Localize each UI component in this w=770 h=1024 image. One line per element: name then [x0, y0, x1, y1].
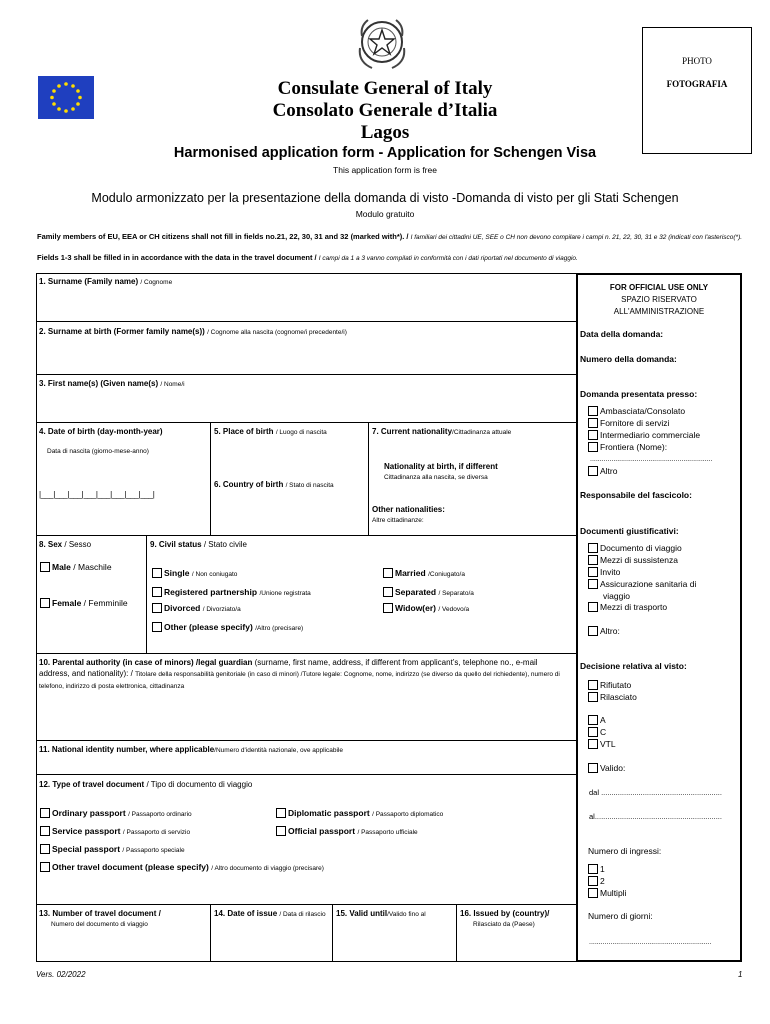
- nationality-at-birth-label-it: Cittadinanza alla nascita, se diversa: [384, 474, 488, 481]
- valido-label: Valido:: [600, 763, 626, 773]
- documenti-giustificativi: Documenti giustificativi:: [580, 526, 679, 536]
- fields-note-bold: Fields 1-3 shall be filled in in accordance with the data in the travel document /: [37, 253, 317, 262]
- doc-altro-label: Altro:: [600, 626, 620, 636]
- doc-trasporto[interactable]: [588, 602, 667, 613]
- separated-label: Separated: [395, 587, 437, 597]
- service-label: Service passport: [52, 826, 121, 836]
- registered-label: Registered partnership: [164, 587, 258, 597]
- divorced-label: Divorced: [164, 603, 201, 613]
- frontiera-checkbox[interactable]: [588, 442, 598, 452]
- female-label: Female: [52, 598, 82, 608]
- field-1-label-it: / Cognome: [140, 279, 173, 286]
- diplomatic-label: Diplomatic passport: [288, 808, 370, 818]
- registered-checkbox[interactable]: [152, 587, 162, 597]
- ingressi-multipli-checkbox[interactable]: [588, 888, 598, 898]
- ingressi-1-label: 1: [600, 864, 605, 874]
- other-status-checkbox[interactable]: [152, 622, 162, 632]
- data-domanda: Data della domanda:: [580, 329, 664, 339]
- valido-checkbox[interactable]: [588, 763, 598, 773]
- official-label-it: / Passaporto ufficiale: [357, 829, 418, 836]
- decisione-visto: Decisione relativa al visto:: [580, 661, 687, 671]
- doc-invito-label: Invito: [600, 567, 621, 577]
- doc-assicurazione-label: Assicurazione sanitaria di: [600, 579, 697, 589]
- divorced-checkbox[interactable]: [152, 603, 162, 613]
- doc-sussistenza-label: Mezzi di sussistenza: [600, 555, 678, 565]
- doc-viaggio[interactable]: [588, 543, 682, 554]
- presso-intermediario[interactable]: [588, 430, 700, 441]
- female-checkbox[interactable]: [40, 598, 50, 608]
- option-official-passport[interactable]: [276, 826, 418, 836]
- option-male[interactable]: [40, 562, 112, 572]
- field-14-date-of-issue[interactable]: [214, 908, 328, 920]
- field-6-label: 6. Country of birth: [214, 480, 284, 489]
- field-3-label: 3. First name(s) (Given name(s): [39, 379, 159, 388]
- other-doc-label: Other travel document (please specify): [52, 862, 209, 872]
- official-checkbox[interactable]: [276, 826, 286, 836]
- tipo-a-checkbox[interactable]: [588, 715, 598, 725]
- male-label: Male: [52, 562, 71, 572]
- family-note: [37, 231, 747, 243]
- photo-label: PHOTO: [682, 56, 712, 66]
- page-number: 1: [738, 970, 743, 979]
- field-12-label: 12. Type of travel document: [39, 780, 145, 789]
- eu-flag: [38, 76, 94, 119]
- photo-box[interactable]: [642, 27, 752, 154]
- doc-altro[interactable]: [588, 626, 620, 637]
- doc-sussistenza-checkbox[interactable]: [588, 555, 598, 565]
- ordinary-label-it: / Passaporto ordinario: [128, 811, 192, 818]
- altro-label: Altro: [600, 466, 618, 476]
- widow-label-it: / Vedovo/a: [438, 606, 470, 613]
- field-4-label: 4. Date of birth (day-month-year): [39, 427, 163, 436]
- field-3-label-it: / Nome/i: [160, 381, 185, 388]
- field-13-label[interactable]: 13. Number of travel document /: [39, 909, 161, 918]
- rifiutato-label: Rifiutato: [600, 680, 632, 690]
- italy-emblem: [354, 14, 410, 72]
- field-4-label-it: Data di nascita (giorno-mese-anno): [47, 448, 149, 455]
- field-12-travel-doc-type: [39, 779, 252, 790]
- giorni-dots: ...............................................................: [589, 939, 712, 946]
- option-separated[interactable]: [383, 587, 474, 597]
- other-doc-label-it: / Altro documento di viaggio (precisare): [211, 865, 324, 872]
- field-8-label: 8. Sex: [39, 540, 63, 549]
- form-title: Harmonised application form - Application for Schengen Visa: [173, 145, 597, 161]
- option-other-status[interactable]: [152, 622, 303, 632]
- tipo-c[interactable]: [588, 727, 606, 738]
- male-checkbox[interactable]: [40, 562, 50, 572]
- widow-checkbox[interactable]: [383, 603, 393, 613]
- field-1-surname[interactable]: [39, 276, 172, 288]
- consulate-title-it: Consolato Generale d’Italia: [272, 100, 498, 121]
- ordinary-label: Ordinary passport: [52, 808, 126, 818]
- fields-note-it: I campi da 1 a 3 vanno compilati in conformità con i dati riportati nel documento di viaggio.: [318, 255, 578, 262]
- field-7-label: 7. Current nationality: [372, 427, 453, 436]
- nationality-at-birth-label: Nationality at birth, if different: [384, 462, 498, 471]
- divorced-label-it: / Divorziato/a: [202, 606, 241, 613]
- eu-flag-icon: [38, 76, 94, 119]
- form-left-frame: [36, 273, 577, 962]
- ingressi-multipli-label: Multipli: [600, 888, 627, 898]
- field-2-label: 2. Surname at birth (Former family name(s)): [39, 327, 205, 336]
- other-nationalities-label[interactable]: Other nationalities:: [372, 505, 445, 514]
- family-note-bold: Family members of EU, EEA or CH citizens shall not fill in fields no.21, 22, 30, 31 and 32 (marked with*). /: [37, 232, 409, 241]
- tipo-vtl-checkbox[interactable]: [588, 739, 598, 749]
- tipo-a-label: A: [600, 715, 606, 725]
- field-5-place-of-birth[interactable]: [214, 426, 364, 438]
- presso-ambasciata[interactable]: [588, 406, 685, 417]
- intermediario-checkbox[interactable]: [588, 430, 598, 440]
- numero-giorni: Numero di giorni:: [588, 911, 653, 921]
- doc-invito-checkbox[interactable]: [588, 567, 598, 577]
- rilasciato-checkbox[interactable]: [588, 692, 598, 702]
- valido-dal: dal ..........................................................: [589, 788, 722, 797]
- field-5-label-it: / Luogo di nascita: [275, 429, 327, 436]
- fields-note: [37, 253, 757, 262]
- family-note-it: I familiari dei cittadini UE, SEE o CH non devono compilare i campi n. 21, 22, 30, 31 e 32 (indicati con l'asterisco(*).: [410, 234, 743, 241]
- field-10-label-it: Titolare della responsabilità genitoriale (in caso di minori) /Tutore legale: Cognome, nome, indirizzo (se diverso da quello del richiedente), numero di telefono, indirizzo di posta elettronica, cittadinanza: [39, 671, 560, 690]
- tipo-c-label: C: [600, 727, 607, 737]
- male-label-it: / Maschile: [73, 562, 112, 572]
- field-9-label: 9. Civil status: [150, 540, 202, 549]
- presso-altro[interactable]: [588, 466, 617, 477]
- official-use-frame: [576, 273, 742, 962]
- field-7-current-nationality[interactable]: [372, 426, 511, 438]
- official-label: Official passport: [288, 826, 356, 836]
- option-single[interactable]: [152, 568, 237, 578]
- consulate-city: Lagos: [360, 122, 410, 143]
- option-divorced[interactable]: [152, 603, 241, 613]
- other-status-label: Other (please specify): [164, 622, 253, 632]
- separated-checkbox[interactable]: [383, 587, 393, 597]
- doc-assicurazione-checkbox[interactable]: [588, 579, 598, 589]
- registered-label-it: /Unione registrata: [259, 590, 311, 597]
- field-6-country-of-birth[interactable]: [214, 479, 366, 491]
- field-11-label-it: /Numero d'identità nazionale, ove applicabile: [214, 747, 343, 754]
- ordinary-checkbox[interactable]: [40, 808, 50, 818]
- field-7-label-it: /Cittadinanza attuale: [452, 429, 512, 436]
- presso-fornitore[interactable]: [588, 418, 669, 429]
- married-label: Married: [395, 568, 426, 578]
- field-5-label: 5. Place of birth: [214, 427, 274, 436]
- field-4-date-input[interactable]: |___|___|___|___|___|___|___|___|: [39, 490, 155, 499]
- ingressi-2-checkbox[interactable]: [588, 876, 598, 886]
- option-female[interactable]: [40, 598, 128, 608]
- official-title: FOR OFFICIAL USE ONLY: [609, 283, 709, 292]
- official-title-it1: SPAZIO RISERVATO: [621, 295, 697, 304]
- option-service-passport[interactable]: [40, 826, 190, 836]
- responsabile-fascicolo: Responsabile del fascicolo:: [580, 490, 692, 500]
- special-checkbox[interactable]: [40, 844, 50, 854]
- numero-ingressi: Numero di ingressi:: [588, 846, 662, 856]
- field-15-label-it: /Valido fino al: [387, 911, 426, 918]
- rilasciato-label: Rilasciato: [600, 692, 637, 702]
- frontiera-dots: ...............................................................: [590, 456, 713, 463]
- married-label-it: /Coniugato/a: [428, 571, 465, 578]
- other-nationalities-label-it: Altre cittadinanze:: [372, 517, 424, 524]
- free-en: This application form is free: [333, 165, 437, 175]
- version-label: Vers. 02/2022: [36, 970, 86, 979]
- frontiera-label: Frontiera (Nome):: [600, 442, 668, 452]
- field-12-label-it: / Tipo di documento di viaggio: [146, 780, 253, 789]
- field-15-label: 15. Valid until: [336, 909, 388, 918]
- photo-label-it: FOTOGRAFIA: [666, 79, 728, 89]
- doc-altro-checkbox[interactable]: [588, 626, 598, 636]
- tipo-vtl-label: VTL: [600, 739, 616, 749]
- field-6-label-it: / Stato di nascita: [285, 482, 334, 489]
- service-checkbox[interactable]: [40, 826, 50, 836]
- doc-invito[interactable]: [588, 567, 620, 578]
- field-14-label-it: / Data di rilascio: [279, 911, 326, 918]
- field-8-label-it: / Sesso: [64, 540, 92, 549]
- ingressi-1[interactable]: [588, 864, 605, 875]
- field-10-label-rest: (surname, first name, address, if different from applicant’s, telephone no., e-mail address, and nationality): /: [39, 658, 538, 678]
- option-widow[interactable]: [383, 603, 469, 613]
- ingressi-multipli[interactable]: [588, 888, 626, 899]
- separated-label-it: / Separato/a: [438, 590, 474, 597]
- official-title-it2: ALL'AMMINISTRAZIONE: [613, 307, 705, 316]
- service-label-it: / Passaporto di servizio: [122, 829, 191, 836]
- diplomatic-label-it: / Passaporto diplomatico: [372, 811, 444, 818]
- diplomatic-checkbox[interactable]: [276, 808, 286, 818]
- doc-assicurazione-cont: viaggio: [603, 591, 630, 601]
- option-ordinary-passport[interactable]: [40, 808, 192, 818]
- field-13-label-it: Numero del documento di viaggio: [51, 921, 148, 928]
- single-checkbox[interactable]: [152, 568, 162, 578]
- option-special-passport[interactable]: [40, 844, 185, 854]
- doc-viaggio-label: Documento di viaggio: [600, 543, 682, 553]
- field-9-civil-status: [150, 539, 247, 550]
- field-15-valid-until[interactable]: [336, 908, 426, 920]
- ingressi-2[interactable]: [588, 876, 605, 887]
- option-registered-partnership[interactable]: [152, 587, 311, 597]
- special-label-it: / Passaporto speciale: [122, 847, 185, 854]
- intermediario-label: Intermediario commerciale: [600, 430, 701, 440]
- other-status-label-it: /Altro (precisare): [255, 625, 304, 632]
- option-diplomatic-passport[interactable]: [276, 808, 443, 818]
- ambasciata-label: Ambasciata/Consolato: [600, 406, 686, 416]
- tipo-a[interactable]: [588, 715, 606, 726]
- other-doc-checkbox[interactable]: [40, 862, 50, 872]
- emblem-icon: [354, 14, 410, 72]
- valido[interactable]: [588, 763, 625, 774]
- field-10-parental-authority[interactable]: [39, 657, 569, 692]
- female-label-it: / Femminile: [83, 598, 128, 608]
- doc-viaggio-checkbox[interactable]: [588, 543, 598, 553]
- field-8-sex: [39, 539, 91, 550]
- single-label: Single: [164, 568, 190, 578]
- field-11-national-id[interactable]: [39, 744, 343, 756]
- altro-checkbox[interactable]: [588, 466, 598, 476]
- field-11-label: 11. National identity number, where applicable: [39, 745, 215, 754]
- field-3-first-name[interactable]: [39, 378, 185, 390]
- ambasciata-checkbox[interactable]: [588, 406, 598, 416]
- special-label: Special passport: [52, 844, 121, 854]
- doc-sussistenza[interactable]: [588, 555, 678, 566]
- option-married[interactable]: [383, 568, 465, 578]
- field-16-label-it: Rilasciato da (Paese): [473, 921, 535, 928]
- numero-domanda: Numero della domanda:: [580, 354, 677, 364]
- rifiutato-checkbox[interactable]: [588, 680, 598, 690]
- doc-assicurazione[interactable]: [588, 579, 696, 590]
- field-16-label[interactable]: 16. Issued by (country)/: [460, 909, 550, 918]
- field-10-label: 10. Parental authority (in case of minors) /legal guardian: [39, 658, 253, 667]
- tipo-c-checkbox[interactable]: [588, 727, 598, 737]
- doc-trasporto-checkbox[interactable]: [588, 602, 598, 612]
- tipo-vtl[interactable]: [588, 739, 616, 750]
- doc-trasporto-label: Mezzi di trasporto: [600, 602, 668, 612]
- presso-frontiera[interactable]: [588, 442, 667, 453]
- dec-rilasciato[interactable]: [588, 692, 637, 703]
- fornitore-label: Fornitore di servizi: [600, 418, 670, 428]
- ingressi-2-label: 2: [600, 876, 605, 886]
- option-other-travel-doc[interactable]: [40, 862, 324, 872]
- dec-rifiutato[interactable]: [588, 680, 631, 691]
- married-checkbox[interactable]: [383, 568, 393, 578]
- widow-label: Widow(er): [395, 603, 437, 613]
- consulate-title-en: Consulate General of Italy: [277, 78, 493, 99]
- fornitore-checkbox[interactable]: [588, 418, 598, 428]
- valido-al: al.............................................................: [589, 812, 722, 821]
- field-2-label-it: / Cognome alla nascita (cognome/i precedente/i): [207, 329, 347, 336]
- form-title-it: Modulo armonizzato per la presentazione della domanda di visto -Domanda di visto per gli Stati Schengen: [91, 191, 679, 205]
- ingressi-1-checkbox[interactable]: [588, 864, 598, 874]
- field-2-surname-at-birth[interactable]: [39, 326, 347, 338]
- domanda-presentata: Domanda presentata presso:: [580, 389, 698, 399]
- field-1-label: 1. Surname (Family name): [39, 277, 139, 286]
- single-label-it: / Non coniugato: [191, 571, 238, 578]
- free-it: Modulo gratuito: [355, 209, 415, 219]
- field-14-label: 14. Date of issue: [214, 909, 278, 918]
- field-9-label-it: / Stato civile: [203, 540, 247, 549]
